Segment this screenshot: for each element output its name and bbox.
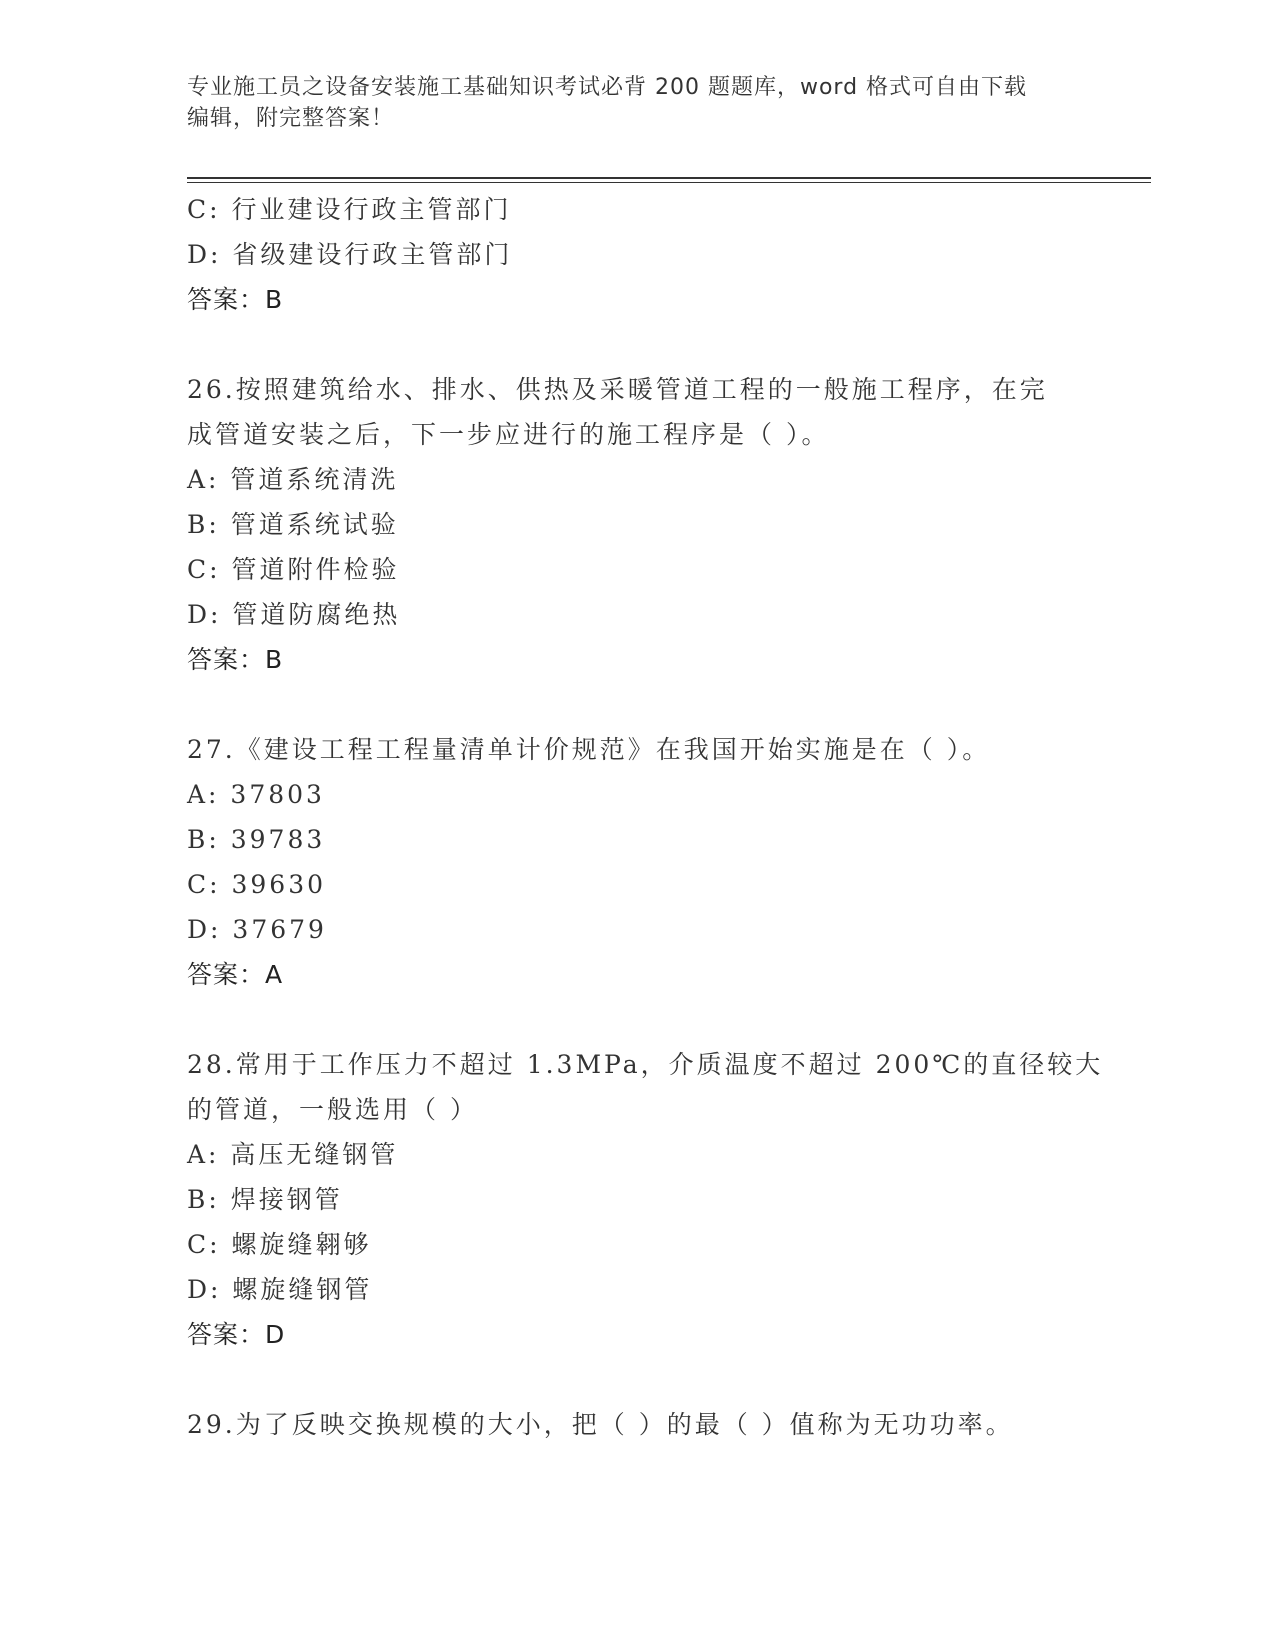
question-26-stem-line-2: 成管道安装之后，下一步应进行的施工程序是（ ）。 xyxy=(187,420,830,449)
option-c: C: 行业建设行政主管部门 xyxy=(187,195,512,224)
question-28-option-b: B: 焊接钢管 xyxy=(187,1185,343,1214)
question-27-answer: 答案：A xyxy=(187,960,284,989)
question-27-option-a: A: 37803 xyxy=(187,780,325,809)
header-divider-thick xyxy=(187,177,1151,179)
question-26-option-a: A: 管道系统清洗 xyxy=(187,465,399,494)
question-29-stem-line-1: 29.为了反映交换规模的大小，把（ ）的最（ ）值称为无功功率。 xyxy=(187,1410,1014,1439)
question-26-stem-line-1: 26.按照建筑给水、排水、供热及采暖管道工程的一般施工程序，在完 xyxy=(187,375,1048,404)
question-28-option-c: C: 螺旋缝翱够 xyxy=(187,1230,372,1259)
question-27-option-c: C: 39630 xyxy=(187,870,327,899)
header-line-1: 专业施工员之设备安装施工基础知识考试必背 200 题题库，word 格式可自由下载 xyxy=(187,75,1028,100)
question-27-option-b: B: 39783 xyxy=(187,825,326,854)
question-26-option-c: C: 管道附件检验 xyxy=(187,555,400,584)
header-line-2: 编辑，附完整答案！ xyxy=(187,106,395,131)
question-28-stem-line-2: 的管道，一般选用（ ） xyxy=(187,1095,478,1124)
question-27-option-d: D: 37679 xyxy=(187,915,327,944)
document-header xyxy=(187,72,1087,134)
question-26-option-d: D: 管道防腐绝热 xyxy=(187,600,401,629)
question-27-stem-line-1: 27.《建设工程工程量清单计价规范》在我国开始实施是在（ ）。 xyxy=(187,735,991,764)
question-28-option-d: D: 螺旋缝钢管 xyxy=(187,1275,373,1304)
question-26-option-b: B: 管道系统试验 xyxy=(187,510,399,539)
question-28-stem-line-1: 28.常用于工作压力不超过 1.3MPa，介质温度不超过 200℃的直径较大 xyxy=(187,1050,1104,1079)
header-divider-thin xyxy=(187,182,1151,183)
answer-label: 答案：B xyxy=(187,285,284,314)
question-26-answer: 答案：B xyxy=(187,645,284,674)
question-28-answer: 答案：D xyxy=(187,1320,286,1349)
option-d: D: 省级建设行政主管部门 xyxy=(187,240,513,269)
question-28-option-a: A: 高压无缝钢管 xyxy=(187,1140,399,1169)
